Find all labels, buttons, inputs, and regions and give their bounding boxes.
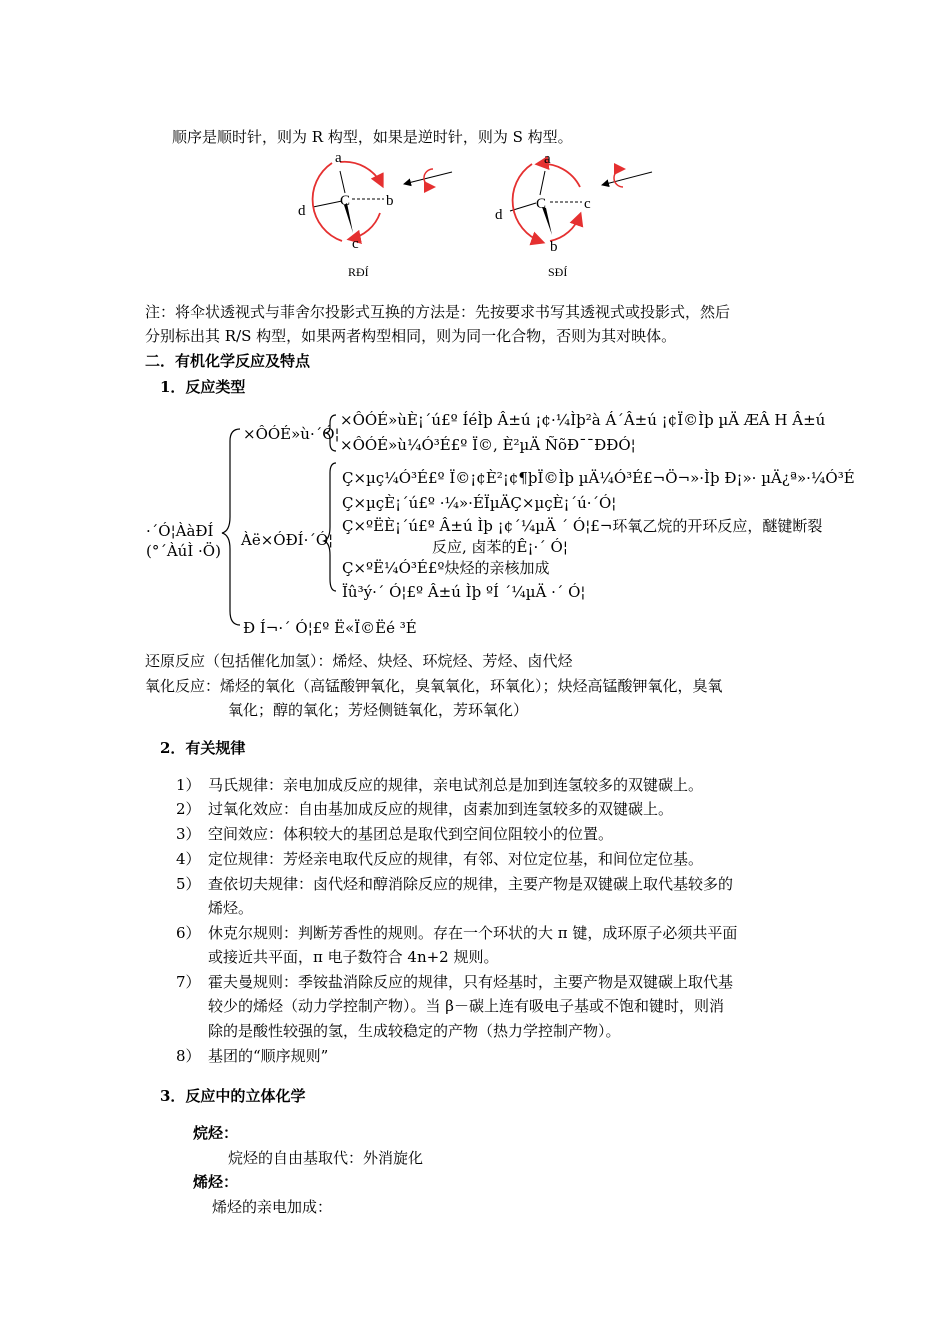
reduction-reactions: 还原反应（包括催化加氢）：烯烃、炔烃、环烷烃、芳烃、卤代烃 <box>145 652 573 670</box>
rule-7-text-line-1: 霍夫曼规则：季铵盐消除反应的规律，只有烃基时，主要产物是双键碳上取代基 <box>208 973 734 991</box>
section-2-title: 二．有机化学反应及特点 <box>145 352 311 370</box>
r-label-a: a <box>335 150 342 166</box>
alkene-text: 烯烃的亲电加成： <box>212 1198 333 1216</box>
oxidation-reactions-line-2: 氧化；醇的氧化；芳烃侧链氧化，芳环氧化） <box>228 701 529 719</box>
s-label-b: b <box>550 239 558 255</box>
s-label-a: a <box>544 151 551 167</box>
note-line-2: 分别标出其 R/S 构型，如果两者构型相同，则为同一化合物，否则为其对映体。 <box>145 327 677 345</box>
rule-1-number: 1） <box>176 776 201 794</box>
note-line-1: 注：将伞状透视式与菲舍尔投影式互换的方法是：先按要求书写其透视式或投影式，然后 <box>145 303 731 321</box>
rule-5-number: 5） <box>176 875 201 893</box>
rule-7-number: 7） <box>176 973 201 991</box>
r-caption: RÐÍ <box>348 265 369 279</box>
rule-5-text-line-1: 查依切夫规律：卤代烃和醇消除反应的规律，主要产物是双键碳上取代基较多的 <box>208 875 734 893</box>
tree-ionic-item-3: Ç×ºËÈ¡´ú£º Â±ú Ìþ ¡¢´¼µÄ ´ Ó¦£¬环氧乙烷的开环反应，醚键断裂 <box>342 517 823 535</box>
s-caption: SÐÍ <box>548 265 568 279</box>
tree-ionic-item-4: Ç×ºË¼Ó³É£º炔烃的亲核加成 <box>342 559 550 577</box>
tree-ionic-item-1: Ç×µç¼Ó³É£º Ï©¡¢È²¡¢¶þÏ©Ìþ µÄ¼Ó³É£¬Ö¬»·Ìþ Ð¡»· µÄ¿ª»·¼Ó³É <box>342 469 855 487</box>
rule-7-text-line-2: 较少的烯烃（动力学控制产物）。当 β－碳上连有吸电子基或不饱和键时，则消 <box>208 997 724 1015</box>
tree-branch-concerted: Ð Í¬·´ Ó¦£º Ë«Ï©Ëé ³É <box>243 619 417 637</box>
rule-2-text: 过氧化效应：自由基加成反应的规律，卤素加到连氢较多的双键碳上。 <box>208 800 674 818</box>
rule-8-number: 8） <box>176 1047 201 1065</box>
rule-8-text: 基团的“顺序规则” <box>208 1047 329 1065</box>
subsection-3-title: 3．反应中的立体化学 <box>160 1087 306 1105</box>
tree-ionic-item-3-cont: 反应, 卤苯的Ê¡·´ Ó¦ <box>432 538 568 556</box>
s-label-d: d <box>495 207 503 223</box>
tree-root-line-1: ·´Ó¦ÀàÐÍ <box>146 522 214 540</box>
s-label-c: c <box>584 196 591 212</box>
tree-branch-ionic: Àë×ÓÐÍ·´Ó¦ <box>241 531 334 549</box>
alkane-text: 烷烃的自由基取代：外消旋化 <box>228 1149 424 1167</box>
alkene-heading: 烯烃： <box>193 1173 239 1191</box>
r-label-b: b <box>386 193 394 209</box>
rule-3-number: 3） <box>176 825 201 843</box>
rule-6-number: 6） <box>176 924 201 942</box>
intro-text: 顺序是顺时针，则为 R 构型，如果是逆时针，则为 S 构型。 <box>172 128 573 146</box>
r-label-c: c <box>352 236 359 252</box>
rule-3-text: 空间效应：体积较大的基团总是取代到空间位阻较小的位置。 <box>208 825 614 843</box>
tree-free-item-2: ×ÔÓÉ»ù¼Ó³É£º Ï©, È²µÄ ÑõÐ¯¯ÐÐÓ¦ <box>340 436 636 454</box>
subsection-1-title: 1．反应类型 <box>160 378 246 396</box>
rule-4-number: 4） <box>176 850 201 868</box>
r-label-center: C <box>340 193 351 209</box>
tree-free-item-1: ×ÔÓÉ»ùÈ¡´ú£º ÍéÌþ Â±ú ¡¢·¼Ìþ²à Á´Â±ú ¡¢Ï©Ìþ µÄ ÆÂ H Â±ú <box>340 411 826 429</box>
oxidation-reactions-line-1: 氧化反应：烯烃的氧化（高锰酸钾氧化，臭氧氧化，环氧化）；炔烃高锰酸钾氧化，臭氧 <box>145 677 723 695</box>
r-label-d: d <box>298 203 306 219</box>
r-configuration-figure <box>290 145 470 280</box>
s-configuration-figure <box>488 145 668 280</box>
rule-2-number: 2） <box>176 800 201 818</box>
rule-1-text: 马氏规律：亲电加成反应的规律，亲电试剂总是加到连氢较多的双键碳上。 <box>208 776 704 794</box>
rule-7-text-line-3: 除的是酸性较强的氢，生成较稳定的产物（热力学控制产物）。 <box>208 1022 621 1040</box>
s-label-center: C <box>536 196 547 212</box>
rule-6-text-line-2: 或接近共平面，π 电子数符合 4n+2 规则。 <box>208 948 499 966</box>
alkane-heading: 烷烃： <box>193 1124 239 1142</box>
subsection-2-title: 2．有关规律 <box>160 739 246 757</box>
rule-6-text-line-1: 休克尔规则：判断芳香性的规则。存在一个环状的大 π 键，成环原子必须共平面 <box>208 924 738 942</box>
rule-4-text: 定位规律：芳烃亲电取代反应的规律，有邻、对位定位基，和间位定位基。 <box>208 850 704 868</box>
tree-branch-free-radical: ×ÔÓÉ»ù·´Ó¦ <box>243 425 340 443</box>
rule-5-text-line-2: 烯烃。 <box>208 899 254 917</box>
tree-ionic-item-5: Ïû³ý·´ Ó¦£º Â±ú Ìþ ºÍ ´¼µÄ ·´ Ó¦ <box>342 583 586 601</box>
tree-root-line-2: (°´ÀúÌ ·Ö) <box>146 542 221 560</box>
tree-ionic-item-2: Ç×µçÈ¡´ú£º ·¼»·ÉÏµÄÇ×µçÈ¡´ú·´Ó¦ <box>342 494 617 512</box>
